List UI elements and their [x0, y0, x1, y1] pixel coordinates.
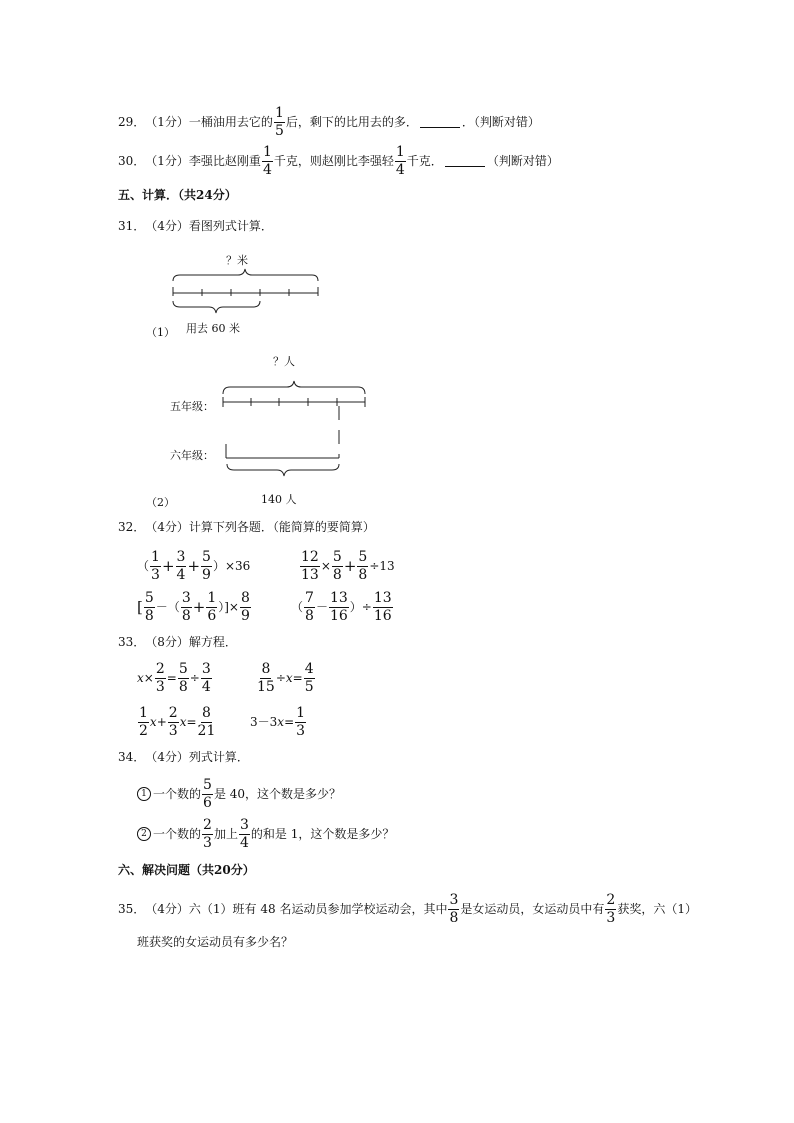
equation-33-2: $\frac{8}{15}$ ÷ x = $\frac{4}{5}$ [257, 661, 314, 695]
section-6-title: 六、解决问题（共20分） [118, 863, 255, 877]
diagram-2-row1-label: 五年级： [170, 400, 214, 413]
question-number: 35． [118, 902, 146, 917]
question-35: 35． （4分） 六（1）班有 48 名运动员参加学校运动会，其中 $\frac{3}{8}$ 是女运动员，女运动员中有 $\frac{2}{3}$ 获奖，六（1） [118, 892, 697, 926]
section-5-title: 五、计算．（共24分） [118, 188, 237, 202]
question-score: （4分） [145, 902, 189, 917]
question-score: （1分） [145, 115, 189, 130]
diagram-1-index: （1） [146, 326, 175, 339]
diagram-1-bottom-label: 用去 60 米 [186, 322, 240, 335]
expr-32-2: $\frac{12}{13}$ × $\frac{5}{8}$ + $\frac{5}{8}$ ÷13 [301, 549, 395, 583]
diagram-2 [223, 381, 365, 476]
question-number: 33． [118, 635, 146, 649]
question-34 [118, 751, 249, 763]
fraction: $\frac{1}{4}$ [395, 144, 405, 178]
question-35-line2: 班获奖的女运动员有多少名？ [137, 935, 294, 949]
question-text: 列式计算． [188, 750, 249, 764]
question-number: 30． [118, 154, 146, 169]
question-32 [118, 521, 375, 533]
diagram-1 [173, 269, 318, 313]
question-number: 31． [118, 219, 146, 233]
bottom-brace [227, 464, 339, 476]
question-text: 一桶油用去它的 [188, 115, 273, 130]
problem-34-2: 2 一个数的 $\frac{2}{3}$ 加上 $\frac{3}{4}$ 的和是 1，这个数是多少？ [137, 818, 394, 850]
top-brace [223, 381, 365, 394]
diagram-2-index: （2） [146, 496, 175, 509]
diagram-2-row2-label: 六年级： [170, 449, 214, 462]
top-brace [173, 269, 318, 281]
question-text: 计算下列各题．（能简算的要简算） [188, 520, 375, 534]
question-text: 千克，则赵刚比李强轻 [273, 154, 394, 169]
question-33 [118, 636, 237, 648]
question-score: （4分） [145, 219, 189, 233]
expr-32-3: [ $\frac{5}{8}$ － （ $\frac{3}{8}$ + $\frac{1}{6}$ ）]× $\frac{8}{9}$ [137, 590, 250, 624]
question-score: （1分） [145, 154, 189, 169]
question-text: 看图列式计算． [188, 219, 273, 233]
question-number: 34． [118, 750, 146, 764]
fraction: $\frac{1}{4}$ [262, 144, 272, 178]
question-score: （8分） [145, 635, 189, 649]
question-score: （4分） [145, 750, 189, 764]
equation-33-3: $\frac{1}{2}$ x + $\frac{2}{3}$ x = $\frac{8}{21}$ [139, 705, 216, 739]
question-text: 解方程． [188, 635, 237, 649]
question-score: （4分） [145, 520, 189, 534]
question-text: 后，剩下的比用去的多． [285, 115, 418, 130]
equation-33-4: 3－3 x = $\frac{1}{3}$ [250, 705, 306, 739]
diagram-2-bottom-label: 140 人 [261, 493, 297, 506]
question-note: ．（判断对错） [461, 115, 540, 130]
diagram-1-top-label: ？米 [226, 254, 248, 267]
bottom-brace [173, 301, 260, 313]
equation-33-1: x × $\frac{2}{3}$ = $\frac{5}{8}$ ÷ $\frac{3}{4}$ [137, 661, 211, 695]
diagram-2-top-label: ？人 [273, 355, 295, 368]
question-number: 29． [118, 115, 146, 130]
expr-32-1: （ $\frac{1}{3}$ + $\frac{3}{4}$ + $\frac{5}{9}$ ） ×36 [137, 549, 251, 583]
expr-32-4: （ $\frac{7}{8}$ － $\frac{13}{16}$ ）÷ $\frac{13}{16}$ [291, 590, 392, 624]
fraction: $\frac{1}{5}$ [274, 105, 284, 139]
question-text: 李强比赵刚重 [188, 154, 261, 169]
problem-34-1: 1 一个数的 $\frac{5}{6}$ 是 40，这个数是多少？ [137, 778, 341, 810]
question-number: 32． [118, 520, 146, 534]
question-note: （判断对错） [486, 154, 559, 169]
circled-number: 2 [137, 827, 151, 841]
question-text: 千克． [406, 154, 443, 169]
circled-number: 1 [137, 787, 151, 801]
